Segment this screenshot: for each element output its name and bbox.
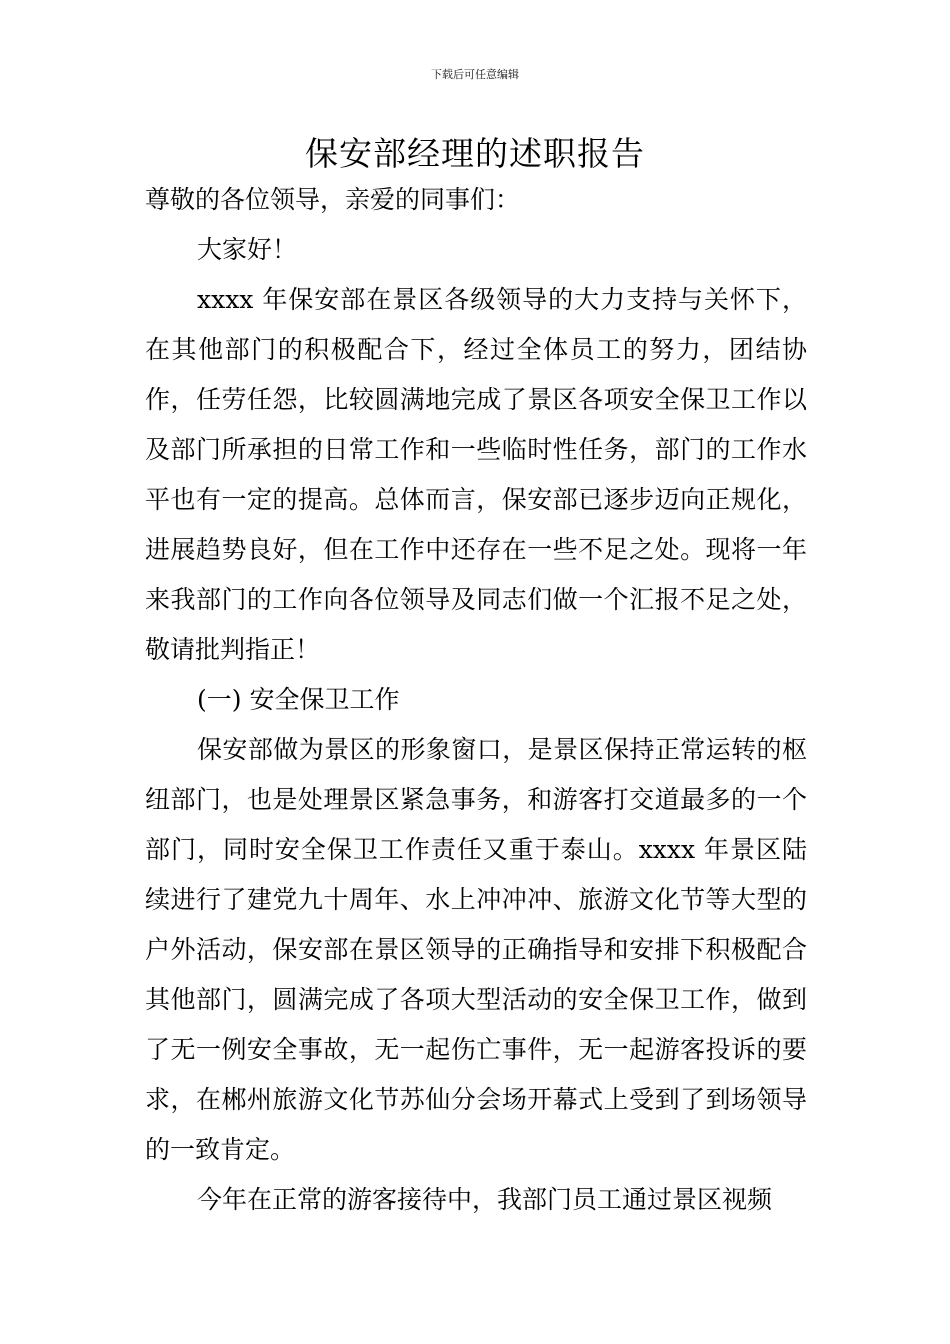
paragraph-daily-reception: 今年在正常的游客接待中，我部门员工通过景区视频 — [197, 1185, 773, 1214]
section-heading-security: (一) 安全保卫工作 — [197, 685, 400, 714]
greeting: 大家好！ — [197, 235, 298, 264]
header-note: 下载后可任意编辑 — [431, 68, 519, 81]
paragraph-security-work: 保安部做为景区的形象窗口，是景区保持正常运转的枢纽部门，也是处理景区紧急事务，和游客打交道最多的一个部门，同时安全保卫工作责任又重于泰山。xxxx 年景区陆续进行了建党九十周年、水上冲冲冲、旅游文化节等大型的户外活动，保安部在景区领导的正确指导和安排下积极配合其他部门，圆满完成了各项大型活动的安全保卫工作，做到了无一例安全事故，无一起伤亡事件，无一起游客投诉的要求，在郴州旅游文化节苏仙分会场开幕式上受到了到场领导的一致肯定。 — [145, 735, 807, 1164]
salutation: 尊敬的各位领导，亲爱的同事们： — [145, 185, 521, 214]
document-body — [145, 175, 807, 1225]
paragraph-intro: xxxx 年保安部在景区各级领导的大力支持与关怀下，在其他部门的积极配合下，经过全体员工的努力，团结协作，任劳任怨，比较圆满地完成了景区各项安全保卫工作以及部门所承担的日常工作和一些临时性任务，部门的工作水平也有一定的提高。总体而言，保安部已逐步迈向正规化，进展趋势良好，但在工作中还存在一些不足之处。现将一年来我部门的工作向各位领导及同志们做一个汇报不足之处，敬请批判指正！ — [145, 285, 807, 664]
document-title: 保安部经理的述职报告 — [305, 134, 645, 173]
